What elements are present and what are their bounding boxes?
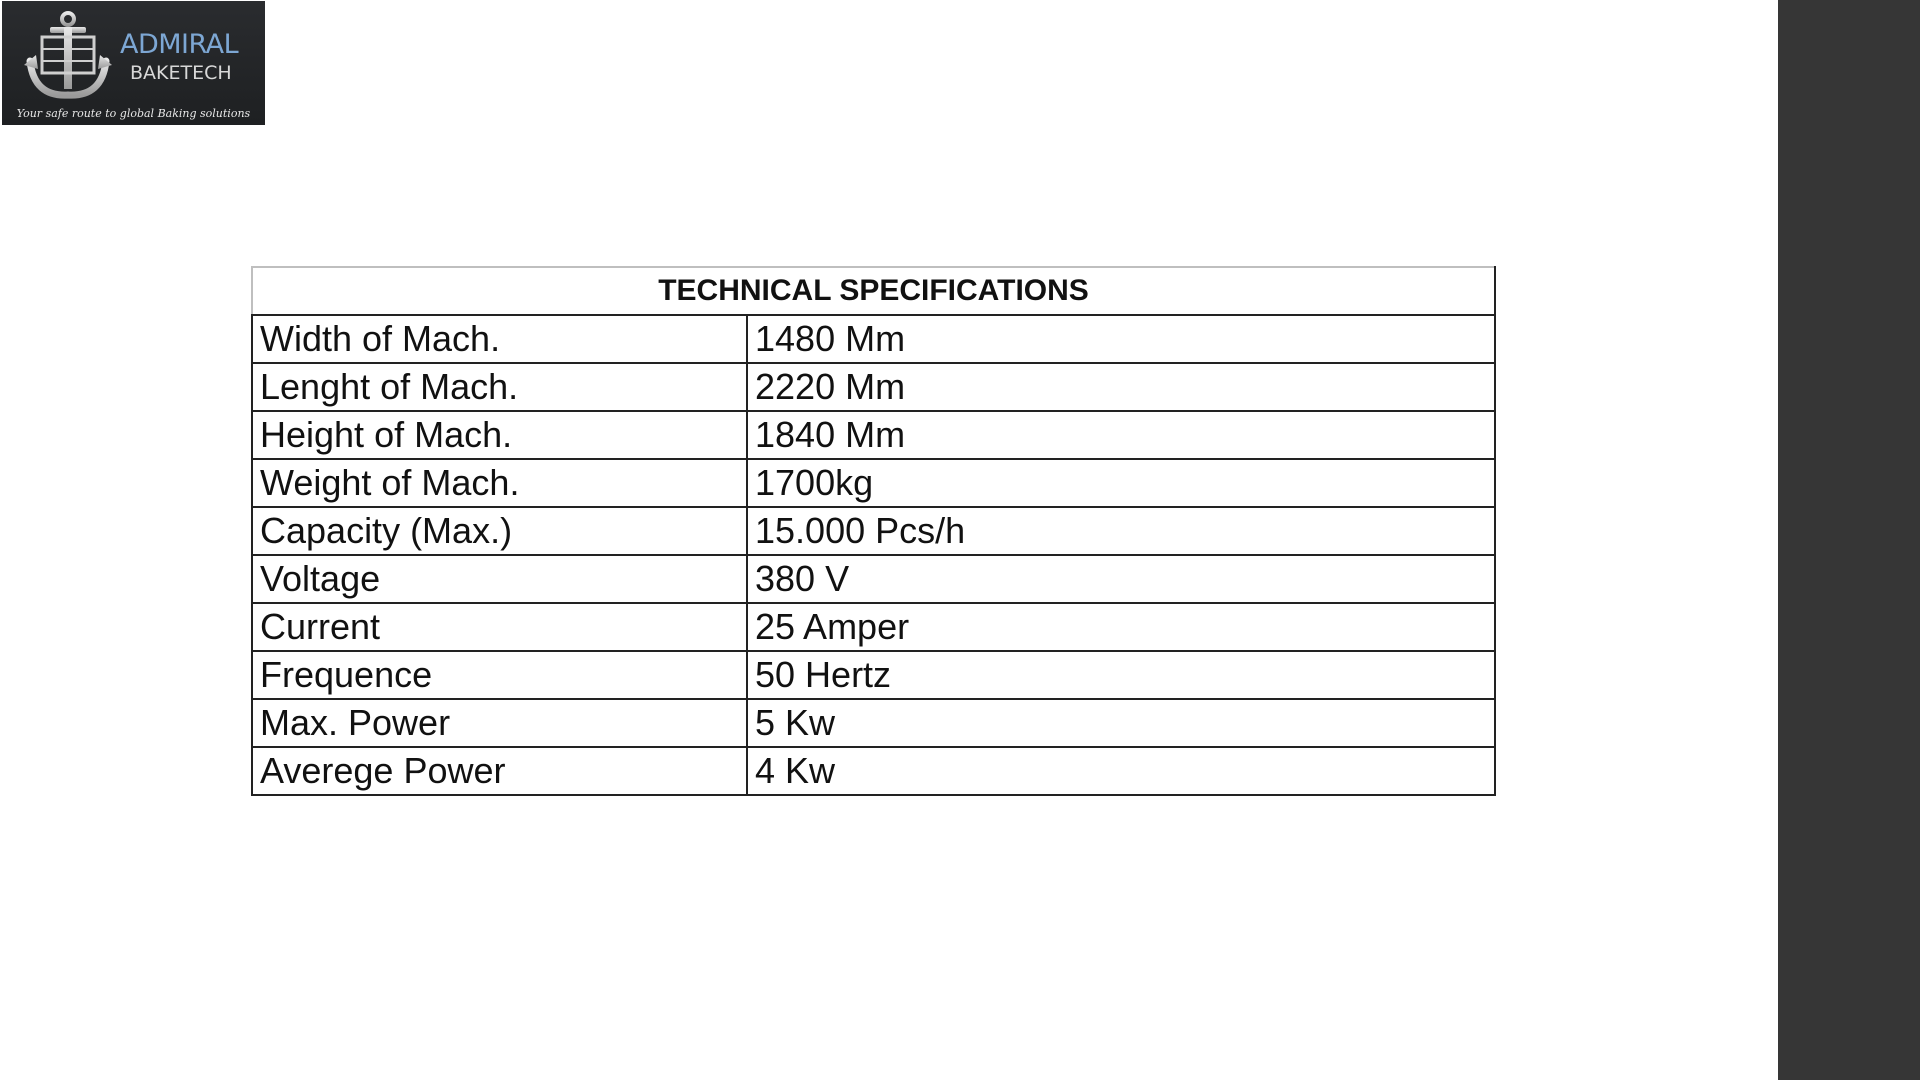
table-header-row	[252, 267, 1495, 315]
table-row	[252, 651, 1495, 699]
anchor-icon	[20, 9, 116, 105]
spec-label: Weight of Mach.	[252, 459, 747, 507]
logo-tagline: Your safe route to global Baking solutions	[16, 107, 251, 120]
spec-value: 50 Hertz	[747, 651, 1495, 699]
logo-wordmark-secondary: BAKETECH	[130, 62, 232, 84]
table-title: TECHNICAL SPECIFICATIONS	[252, 267, 1495, 315]
spec-label: Frequence	[252, 651, 747, 699]
spec-label: Width of Mach.	[252, 315, 747, 363]
spec-value: 25 Amper	[747, 603, 1495, 651]
spec-value: 1840 Mm	[747, 411, 1495, 459]
spec-value: 1480 Mm	[747, 315, 1495, 363]
spec-label: Voltage	[252, 555, 747, 603]
spec-label: Averege Power	[252, 747, 747, 795]
company-logo	[2, 1, 265, 125]
logo-wordmark-primary: ADMIRAL	[120, 29, 239, 60]
spec-value: 5 Kw	[747, 699, 1495, 747]
table-row	[252, 411, 1495, 459]
spec-label: Height of Mach.	[252, 411, 747, 459]
spec-value: 1700kg	[747, 459, 1495, 507]
table-row	[252, 699, 1495, 747]
spec-label: Max. Power	[252, 699, 747, 747]
technical-specifications-table	[251, 266, 1496, 796]
table-row	[252, 363, 1495, 411]
spec-value: 2220 Mm	[747, 363, 1495, 411]
table-body	[252, 315, 1495, 795]
table-row	[252, 459, 1495, 507]
spec-label: Capacity (Max.)	[252, 507, 747, 555]
table-row	[252, 315, 1495, 363]
spec-value: 15.000 Pcs/h	[747, 507, 1495, 555]
table-row	[252, 555, 1495, 603]
spec-label: Current	[252, 603, 747, 651]
spec-value: 380 V	[747, 555, 1495, 603]
spec-label: Lenght of Mach.	[252, 363, 747, 411]
table-row	[252, 603, 1495, 651]
table-row	[252, 507, 1495, 555]
side-panel	[1778, 0, 1920, 1080]
spec-value: 4 Kw	[747, 747, 1495, 795]
table-row	[252, 747, 1495, 795]
